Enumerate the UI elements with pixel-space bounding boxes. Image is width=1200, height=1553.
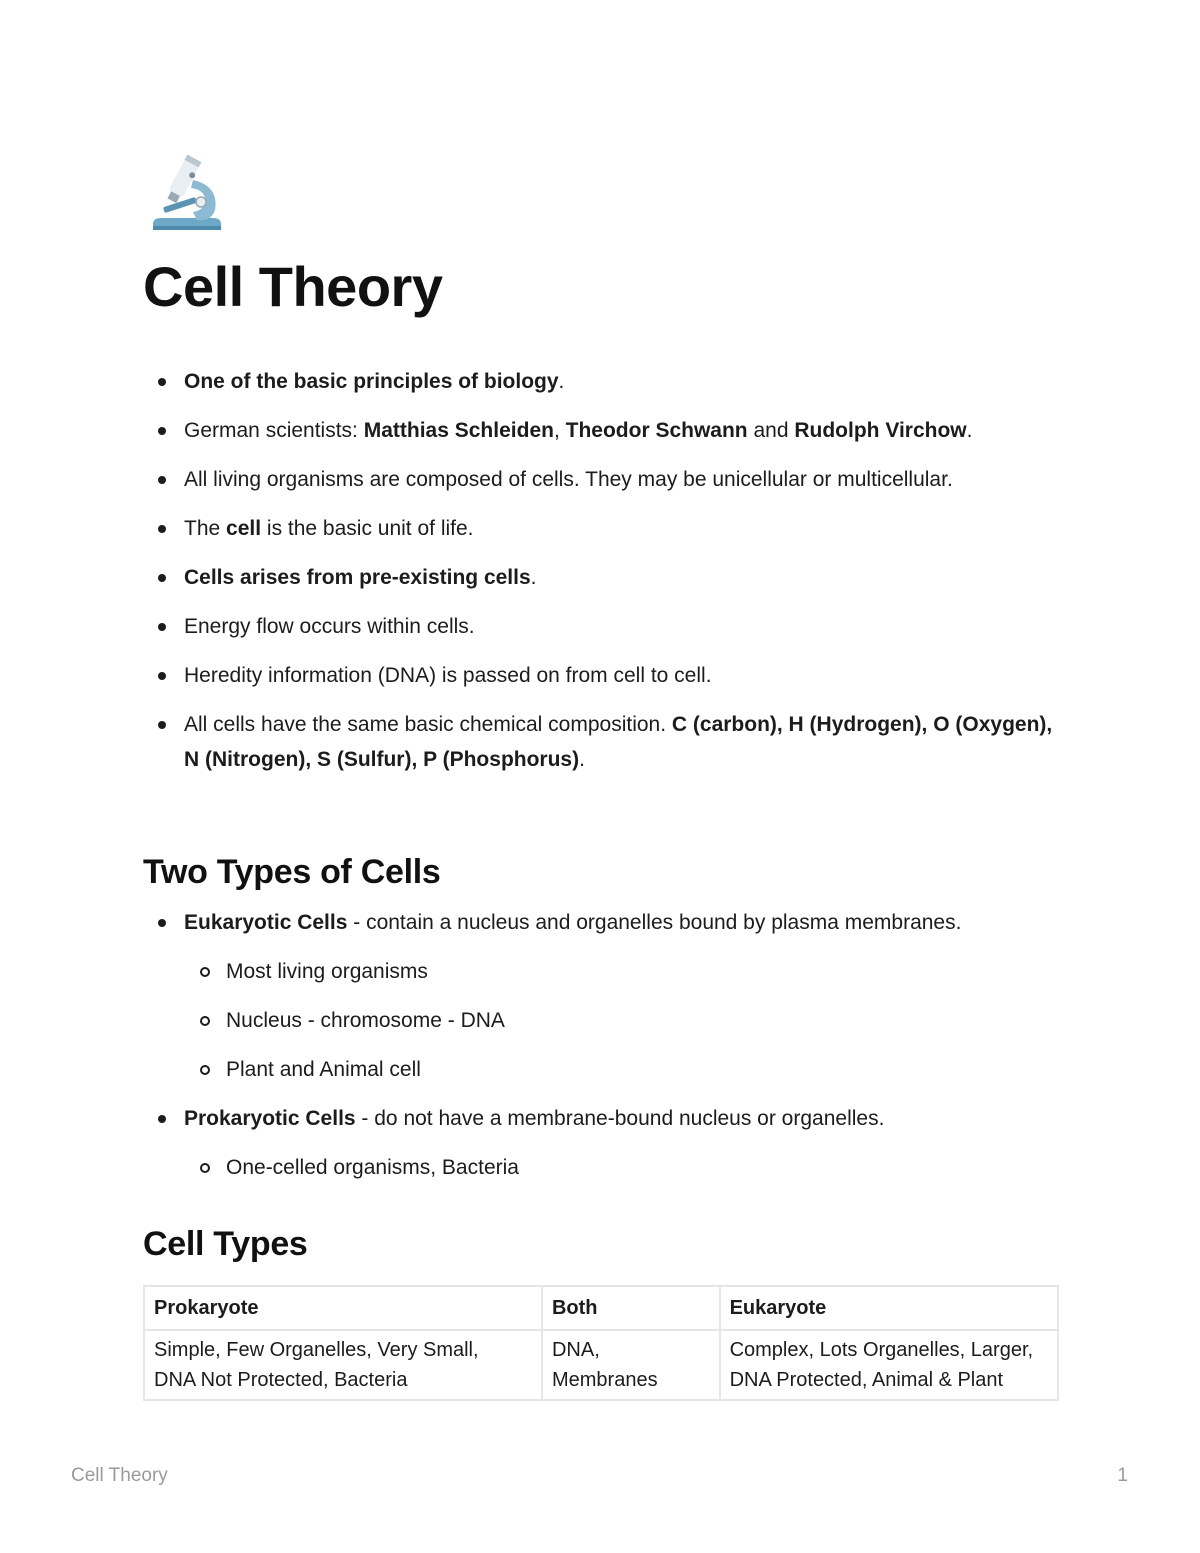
list-item: All living organisms are composed of cells. They may be unicellular or multicellular.	[143, 462, 1060, 497]
table-header-row	[144, 1286, 1058, 1330]
table-row	[144, 1330, 1058, 1400]
table-header-cell: Prokaryote	[144, 1286, 542, 1330]
list-item: One of the basic principles of biology.	[143, 364, 1060, 399]
list-item: All cells have the same basic chemical composition. C (carbon), H (Hydrogen), O (Oxygen), N (Nitrogen), S (Sulfur), P (Phosphorus).	[143, 707, 1060, 777]
principles-list	[143, 364, 1060, 791]
table-header-cell: Both	[542, 1286, 720, 1330]
eukaryotic-sub-list	[184, 954, 1060, 1087]
list-item: Energy flow occurs within cells.	[143, 609, 1060, 644]
list-item: Cells arises from pre-existing cells.	[143, 560, 1060, 595]
list-item: Heredity information (DNA) is passed on from cell to cell.	[143, 658, 1060, 693]
sub-list-item: Plant and Animal cell	[184, 1052, 1060, 1087]
footer-page-number: 1	[1117, 1465, 1128, 1486]
table-cell: Complex, Lots Organelles, Larger, DNA Protected, Animal & Plant	[720, 1330, 1058, 1400]
table-cell: Simple, Few Organelles, Very Small, DNA Not Protected, Bacteria	[144, 1330, 542, 1400]
list-item-prokaryotic: Prokaryotic Cells - do not have a membrane-bound nucleus or organelles. One-celled organisms, Bacteria	[143, 1101, 1060, 1185]
cell-types-table	[143, 1285, 1059, 1401]
table-cell: DNA, Membranes	[542, 1330, 720, 1400]
section-heading-cell-types: Cell Types	[143, 1225, 308, 1263]
section-heading-two-types: Two Types of Cells	[143, 853, 441, 891]
cell-kinds-list	[143, 905, 1060, 1199]
footer-title: Cell Theory	[71, 1465, 168, 1486]
sub-list-item: Most living organisms	[184, 954, 1060, 989]
microscope-icon	[149, 152, 225, 234]
sub-list-item: Nucleus - chromosome - DNA	[184, 1003, 1060, 1038]
list-item-eukaryotic: Eukaryotic Cells - contain a nucleus and organelles bound by plasma membranes. Most living organisms Nucleus - chromosome - DNA Plant and Animal cell	[143, 905, 1060, 1087]
page-title: Cell Theory	[143, 255, 443, 318]
list-item: German scientists: Matthias Schleiden, Theodor Schwann and Rudolph Virchow.	[143, 413, 1060, 448]
list-item: The cell is the basic unit of life.	[143, 511, 1060, 546]
sub-list-item: One-celled organisms, Bacteria	[184, 1150, 1060, 1185]
prokaryotic-sub-list	[184, 1150, 1060, 1185]
table-header-cell: Eukaryote	[720, 1286, 1058, 1330]
